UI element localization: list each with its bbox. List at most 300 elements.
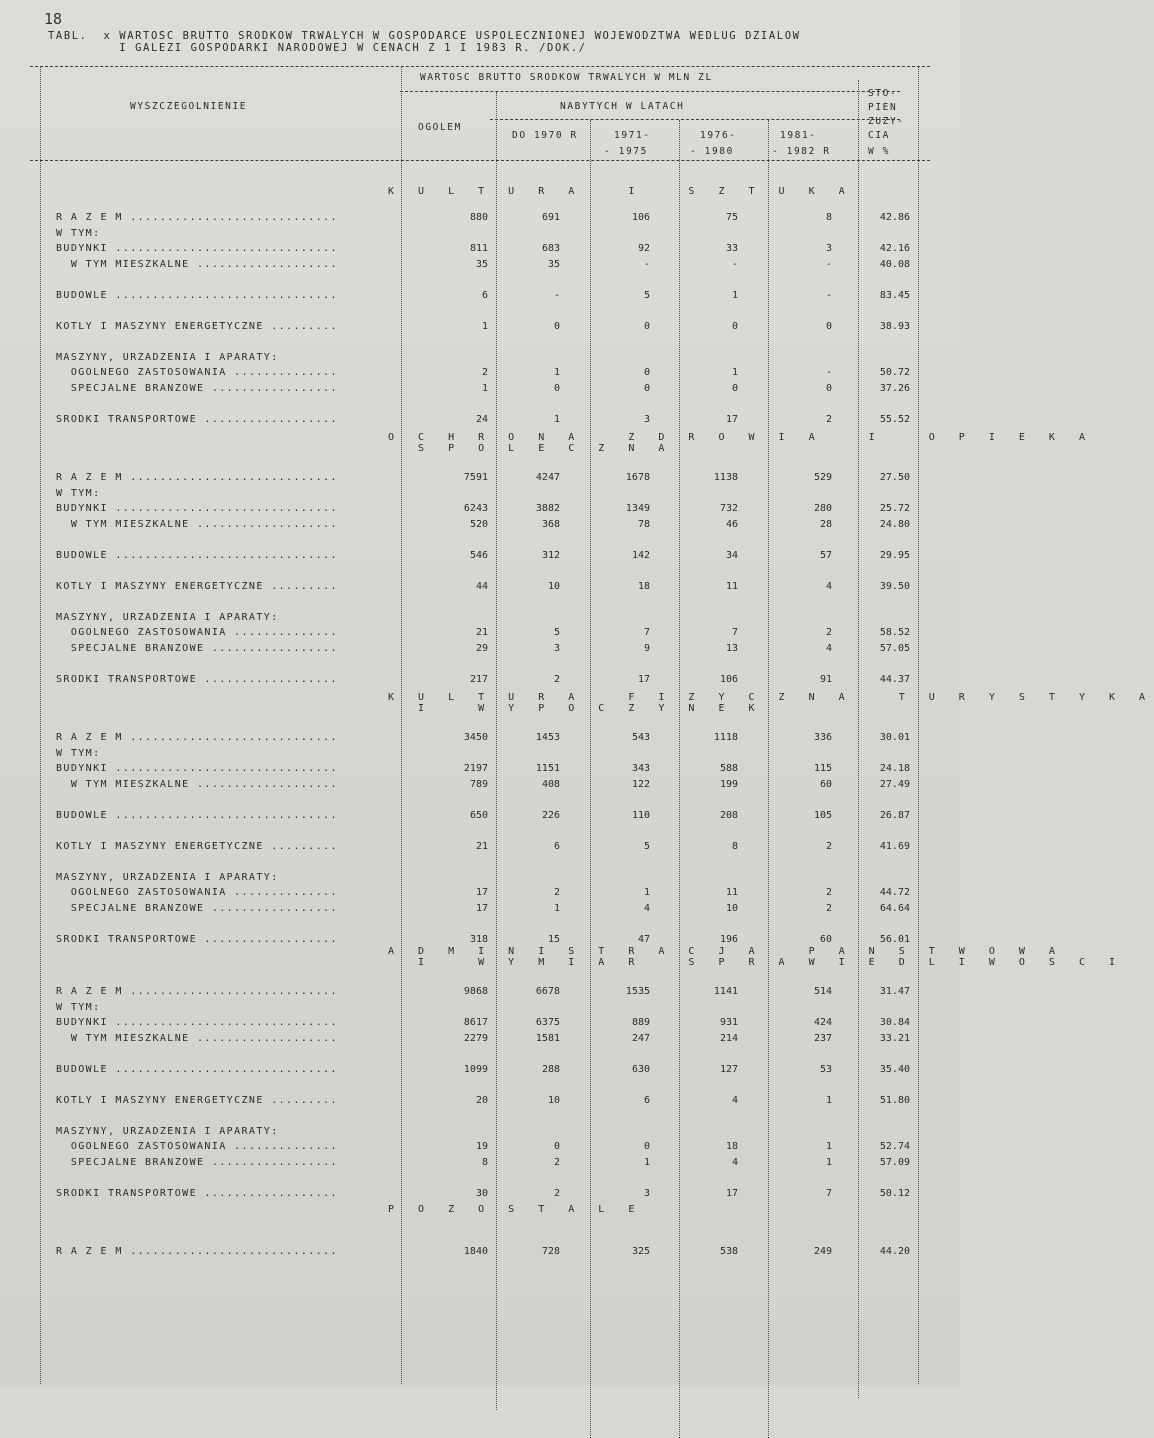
table-row [0, 1141, 960, 1155]
cell-1: 20 [475, 1094, 488, 1106]
cell-1: 19 [475, 1141, 488, 1152]
table-row [0, 856, 960, 870]
cell-2: 1 [553, 413, 560, 425]
cell-4: 1118 [713, 732, 738, 743]
header-stopien-3: ZUZY- [868, 116, 905, 127]
cell-1: 2279 [463, 1032, 488, 1044]
table-row [0, 212, 960, 226]
row-label: SPECJALNE BRANZOWE ................. [56, 902, 338, 914]
cell-1: 520 [469, 518, 488, 530]
cell-5: 3 [825, 243, 832, 254]
header-1980: - 1980 [690, 146, 734, 157]
cell-1: 17 [475, 887, 488, 898]
row-label: BUDYNKI .............................. [56, 1017, 338, 1028]
page-number: 18 [44, 10, 63, 28]
cell-2: 3882 [535, 503, 560, 514]
cell-2: 226 [541, 809, 560, 821]
cell-1: 217 [469, 673, 488, 685]
cell-2: 312 [541, 549, 560, 561]
cell-5: 249 [813, 1245, 832, 1257]
cell-3: 1535 [625, 986, 650, 997]
cell-2: 368 [541, 518, 560, 530]
cell-3: 4 [643, 902, 650, 914]
table-row [0, 1172, 960, 1186]
cell-4: 214 [719, 1032, 738, 1044]
cell-1: 6 [481, 289, 488, 301]
cell-1: 3450 [463, 732, 488, 743]
cell-5: 53 [819, 1063, 832, 1075]
row-label: MASZYNY, URZADZENIA I APARATY: [56, 611, 279, 623]
cell-3: 247 [631, 1032, 650, 1044]
table-row [0, 841, 960, 855]
cell-6: 39.50 [879, 580, 910, 592]
cell-4: 75 [725, 212, 738, 223]
header-1975: - 1975 [604, 146, 648, 157]
cell-5: 115 [813, 763, 832, 774]
cell-4: 11 [725, 580, 738, 592]
cell-1: 21 [475, 840, 488, 852]
cell-2: 1453 [535, 732, 560, 743]
cell-6: 58.52 [879, 627, 910, 638]
cell-2: 10 [547, 580, 560, 592]
row-label: W TYM: [56, 227, 101, 239]
cell-5: 1 [825, 1156, 832, 1168]
cell-4: 17 [725, 413, 738, 425]
row-label: BUDYNKI .............................. [56, 763, 338, 774]
row-label: MASZYNY, URZADZENIA I APARATY: [56, 351, 279, 363]
row-label: R A Z E M ............................ [56, 986, 338, 997]
cell-5: 280 [813, 503, 832, 514]
cell-6: 24.80 [879, 518, 910, 530]
header-ogolem: OGOLEM [418, 122, 462, 133]
cell-2: 10 [547, 1094, 560, 1106]
table-row [0, 1188, 960, 1202]
cell-4: 8 [731, 840, 738, 852]
cell-5: 91 [819, 673, 832, 685]
table-row [0, 1048, 960, 1062]
cell-5: 529 [813, 472, 832, 483]
header-wyszczegolnienie: WYSZCZEGOLNIENIE [130, 101, 248, 112]
cell-4: 0 [731, 320, 738, 332]
row-label: BUDYNKI .............................. [56, 503, 338, 514]
table-row [0, 627, 960, 641]
table-row [0, 1157, 960, 1171]
row-label: W TYM MIESZKALNE ................... [56, 258, 338, 270]
cell-5: 7 [825, 1187, 832, 1199]
cell-2: 1 [553, 902, 560, 914]
cell-4: 34 [725, 549, 738, 561]
cell-3: 9 [643, 642, 650, 654]
cell-4: - [731, 258, 738, 270]
cell-3: 110 [631, 809, 650, 821]
table-row [0, 1017, 960, 1031]
cell-5: 8 [825, 212, 832, 223]
cell-1: 6243 [463, 503, 488, 514]
header-stopien-1: STO- [868, 88, 898, 99]
row-label: SRODKI TRANSPORTOWE .................. [56, 413, 338, 425]
cell-2: 408 [541, 778, 560, 790]
cell-3: 1349 [625, 503, 650, 514]
cell-6: 25.72 [879, 503, 910, 514]
table-row [0, 1126, 960, 1140]
cell-2: 6375 [535, 1017, 560, 1028]
section-title: A D M I N I S T R A C J A P A N S T W O W A I W Y M I A R S P R A W I E D L I W O S C I [388, 946, 1125, 968]
cell-5: - [825, 367, 832, 378]
cell-1: 811 [469, 243, 488, 254]
cell-6: 52.74 [879, 1141, 910, 1152]
row-label: W TYM MIESZKALNE ................... [56, 778, 338, 790]
cell-3: 889 [631, 1017, 650, 1028]
table-row [0, 472, 960, 486]
header-stopien-5: W % [868, 146, 890, 157]
cell-3: 47 [637, 933, 650, 945]
cell-4: 1141 [713, 986, 738, 997]
cell-4: 199 [719, 778, 738, 790]
cell-2: - [553, 289, 560, 301]
cell-6: 83.45 [879, 289, 910, 301]
cell-5: 105 [813, 809, 832, 821]
header-do-1970: DO 1970 R [512, 130, 578, 141]
row-label: SRODKI TRANSPORTOWE .................. [56, 1187, 338, 1199]
cell-6: 57.05 [879, 642, 910, 654]
cell-6: 30.84 [879, 1017, 910, 1028]
row-label: KOTLY I MASZYNY ENERGETYCZNE ......... [56, 1094, 338, 1106]
cell-5: 2 [825, 627, 832, 638]
title-line-1: TABL. x WARTOSC BRUTTO SRODKOW TRWALYCH W GOSPODARCE USPOLECZNIONEJ WOJEWODZTWA WEDLUG DZIALOW [48, 30, 801, 42]
cell-6: 50.72 [879, 367, 910, 378]
table-row [0, 779, 960, 793]
cell-1: 1 [481, 320, 488, 332]
cell-4: 127 [719, 1063, 738, 1075]
cell-6: 27.50 [879, 472, 910, 483]
row-label: BUDYNKI .............................. [56, 243, 338, 254]
row-label: OGOLNEGO ZASTOSOWANIA .............. [56, 887, 338, 898]
cell-1: 30 [475, 1187, 488, 1199]
header-1976: 1976- [700, 130, 737, 141]
cell-5: 2 [825, 887, 832, 898]
cell-6: 42.16 [879, 243, 910, 254]
table-row [0, 414, 960, 428]
cell-1: 650 [469, 809, 488, 821]
cell-6: 33.21 [879, 1032, 910, 1044]
table-row [0, 1095, 960, 1109]
cell-2: 5 [553, 627, 560, 638]
cell-6: 27.49 [879, 778, 910, 790]
cell-3: 0 [643, 1141, 650, 1152]
cell-5: 0 [825, 382, 832, 394]
table-row [0, 674, 960, 688]
cell-4: 0 [731, 382, 738, 394]
cell-4: 46 [725, 518, 738, 530]
row-label: BUDOWLE .............................. [56, 809, 338, 821]
cell-6: 57.09 [879, 1156, 910, 1168]
cell-3: 18 [637, 580, 650, 592]
cell-5: 4 [825, 642, 832, 654]
cell-3: 0 [643, 367, 650, 378]
table-row [0, 398, 960, 412]
cell-2: 1 [553, 367, 560, 378]
cell-1: 8 [481, 1156, 488, 1168]
title-line-2: I GALEZI GOSPODARKI NARODOWEJ W CENACH Z 1 I 1983 R. /DOK./ [48, 42, 587, 54]
cell-2: 683 [541, 243, 560, 254]
cell-3: 0 [643, 320, 650, 332]
cell-3: 543 [631, 732, 650, 743]
row-label: R A Z E M ............................ [56, 732, 338, 743]
header-1981: 1981- [780, 130, 817, 141]
cell-5: 237 [813, 1032, 832, 1044]
cell-4: 931 [719, 1017, 738, 1028]
cell-5: - [825, 258, 832, 270]
table-row [0, 550, 960, 564]
header-rule-1 [400, 91, 900, 92]
cell-6: 41.69 [879, 840, 910, 852]
table-row [0, 1033, 960, 1047]
cell-6: 64.64 [879, 902, 910, 914]
cell-3: 1 [643, 1156, 650, 1168]
cell-3: 5 [643, 840, 650, 852]
cell-5: 57 [819, 549, 832, 561]
cell-3: 343 [631, 763, 650, 774]
row-label: SPECJALNE BRANZOWE ................. [56, 1156, 338, 1168]
header-stopien-4: CIA [868, 130, 890, 141]
table-row [0, 290, 960, 304]
row-label: SPECJALNE BRANZOWE ................. [56, 642, 338, 654]
cell-6: 26.87 [879, 809, 910, 821]
table-title [48, 30, 801, 54]
table-row [0, 872, 960, 886]
cell-5: 336 [813, 732, 832, 743]
section-title: K U L T U R A F I Z Y C Z N A T U R Y S T Y K A I W Y P O C Z Y N E K [388, 692, 1154, 714]
cell-1: 2 [481, 367, 488, 378]
cell-5: 60 [819, 778, 832, 790]
cell-4: 208 [719, 809, 738, 821]
cell-2: 691 [541, 212, 560, 223]
cell-2: 2 [553, 1156, 560, 1168]
cell-2: 2 [553, 1187, 560, 1199]
header-wartosc: WARTOSC BRUTTO SRODKOW TRWALYCH W MLN ZL [420, 72, 713, 83]
cell-1: 44 [475, 580, 488, 592]
cell-5: 424 [813, 1017, 832, 1028]
cell-1: 24 [475, 413, 488, 425]
cell-5: 1 [825, 1094, 832, 1106]
cell-3: - [643, 258, 650, 270]
table-row [0, 1064, 960, 1078]
cell-1: 1 [481, 382, 488, 394]
cell-3: 106 [631, 212, 650, 223]
cell-5: 4 [825, 580, 832, 592]
cell-4: 11 [725, 887, 738, 898]
table-row [0, 519, 960, 533]
cell-5: 2 [825, 902, 832, 914]
cell-3: 122 [631, 778, 650, 790]
header-nabytych: NABYTYCH W LATACH [560, 101, 685, 112]
row-label: R A Z E M ............................ [56, 472, 338, 483]
cell-4: 13 [725, 642, 738, 654]
cell-6: 35.40 [879, 1063, 910, 1075]
cell-6: 44.20 [879, 1245, 910, 1257]
table-row [0, 732, 960, 746]
cell-4: 4 [731, 1094, 738, 1106]
table-row [0, 612, 960, 626]
cell-1: 35 [475, 258, 488, 270]
cell-4: 106 [719, 673, 738, 685]
cell-1: 9868 [463, 986, 488, 997]
row-label: SRODKI TRANSPORTOWE .................. [56, 673, 338, 685]
table-row [0, 367, 960, 381]
row-label: SPECJALNE BRANZOWE ................. [56, 382, 338, 394]
row-label: W TYM MIESZKALNE ................... [56, 518, 338, 530]
row-label: W TYM: [56, 747, 101, 759]
cell-6: 42.86 [879, 212, 910, 223]
row-label: BUDOWLE .............................. [56, 1063, 338, 1075]
cell-4: 1 [731, 289, 738, 301]
cell-4: 17 [725, 1187, 738, 1199]
cell-6: 38.93 [879, 320, 910, 332]
cell-1: 7591 [463, 472, 488, 483]
cell-1: 318 [469, 933, 488, 945]
table-row [0, 825, 960, 839]
cell-1: 546 [469, 549, 488, 561]
row-label: BUDOWLE .............................. [56, 289, 338, 301]
table-row [0, 352, 960, 366]
cell-5: 2 [825, 413, 832, 425]
cell-1: 789 [469, 778, 488, 790]
row-label: KOTLY I MASZYNY ENERGETYCZNE ......... [56, 580, 338, 592]
table-row [0, 748, 960, 762]
header-rule-2 [490, 119, 900, 120]
cell-1: 1099 [463, 1063, 488, 1075]
table-row [0, 336, 960, 350]
header-1982: - 1982 R [772, 146, 831, 157]
row-label: OGOLNEGO ZASTOSOWANIA .............. [56, 367, 338, 378]
cell-4: 1 [731, 367, 738, 378]
table-row [0, 1230, 960, 1244]
table-row [0, 810, 960, 824]
top-rule [30, 66, 930, 67]
cell-4: 10 [725, 902, 738, 914]
cell-2: 6678 [535, 986, 560, 997]
cell-4: 588 [719, 763, 738, 774]
table-row [0, 658, 960, 672]
cell-2: 6 [553, 840, 560, 852]
row-label: MASZYNY, URZADZENIA I APARATY: [56, 871, 279, 883]
row-label: KOTLY I MASZYNY ENERGETYCZNE ......... [56, 840, 338, 852]
cell-3: 1 [643, 887, 650, 898]
cell-5: 514 [813, 986, 832, 997]
table-row [0, 259, 960, 273]
cell-6: 44.37 [879, 673, 910, 685]
row-label: SRODKI TRANSPORTOWE .................. [56, 933, 338, 945]
table-row [0, 763, 960, 777]
table-row [0, 243, 960, 257]
row-label: BUDOWLE .............................. [56, 549, 338, 561]
cell-3: 325 [631, 1245, 650, 1257]
table-row [0, 488, 960, 502]
table-row [0, 918, 960, 932]
row-label: W TYM: [56, 1001, 101, 1013]
row-label: R A Z E M ............................ [56, 1245, 338, 1257]
row-label: MASZYNY, URZADZENIA I APARATY: [56, 1125, 279, 1137]
cell-2: 0 [553, 1141, 560, 1152]
cell-6: 51.80 [879, 1094, 910, 1106]
cell-3: 3 [643, 1187, 650, 1199]
cell-3: 6 [643, 1094, 650, 1106]
cell-3: 5 [643, 289, 650, 301]
header-bottom-rule [30, 160, 930, 161]
cell-2: 728 [541, 1245, 560, 1257]
cell-1: 29 [475, 642, 488, 654]
cell-2: 2 [553, 673, 560, 685]
table-row [0, 503, 960, 517]
row-label: W TYM: [56, 487, 101, 499]
cell-2: 15 [547, 933, 560, 945]
cell-3: 1678 [625, 472, 650, 483]
cell-2: 3 [553, 642, 560, 654]
table-row [0, 565, 960, 579]
cell-4: 33 [725, 243, 738, 254]
cell-2: 0 [553, 382, 560, 394]
cell-6: 44.72 [879, 887, 910, 898]
cell-3: 630 [631, 1063, 650, 1075]
cell-2: 1151 [535, 763, 560, 774]
table-row [0, 1079, 960, 1093]
table-row [0, 1246, 960, 1260]
cell-6: 55.52 [879, 413, 910, 425]
cell-4: 4 [731, 1156, 738, 1168]
cell-4: 196 [719, 933, 738, 945]
cell-5: 1 [825, 1141, 832, 1152]
cell-5: 0 [825, 320, 832, 332]
cell-5: 60 [819, 933, 832, 945]
cell-5: - [825, 289, 832, 301]
table-row [0, 643, 960, 657]
cell-6: 40.08 [879, 258, 910, 270]
table-row [0, 794, 960, 808]
table-row [0, 305, 960, 319]
cell-1: 2197 [463, 763, 488, 774]
cell-3: 142 [631, 549, 650, 561]
cell-1: 17 [475, 902, 488, 914]
cell-3: 0 [643, 382, 650, 394]
section-title: P O Z O S T A L E [388, 1204, 644, 1215]
header-1971: 1971- [614, 130, 651, 141]
cell-2: 1581 [535, 1032, 560, 1044]
table-row [0, 228, 960, 242]
row-label: OGOLNEGO ZASTOSOWANIA .............. [56, 627, 338, 638]
table-row [0, 1002, 960, 1016]
cell-1: 880 [469, 212, 488, 223]
row-label: W TYM MIESZKALNE ................... [56, 1032, 338, 1044]
table-row [0, 903, 960, 917]
cell-5: 2 [825, 840, 832, 852]
table-row [0, 887, 960, 901]
cell-6: 56.01 [879, 933, 910, 945]
table-row [0, 383, 960, 397]
cell-2: 35 [547, 258, 560, 270]
cell-3: 3 [643, 413, 650, 425]
cell-6: 50.12 [879, 1187, 910, 1199]
cell-4: 7 [731, 627, 738, 638]
section-title: K U L T U R A I S Z T U K A [388, 186, 854, 197]
cell-3: 17 [637, 673, 650, 685]
cell-4: 732 [719, 503, 738, 514]
cell-2: 0 [553, 320, 560, 332]
section-title: O C H R O N A Z D R O W I A I O P I E K A S P O L E C Z N A [388, 432, 1094, 454]
cell-5: 28 [819, 518, 832, 530]
table-row [0, 581, 960, 595]
cell-6: 37.26 [879, 382, 910, 394]
header-stopien-2: PIEN [868, 102, 898, 113]
